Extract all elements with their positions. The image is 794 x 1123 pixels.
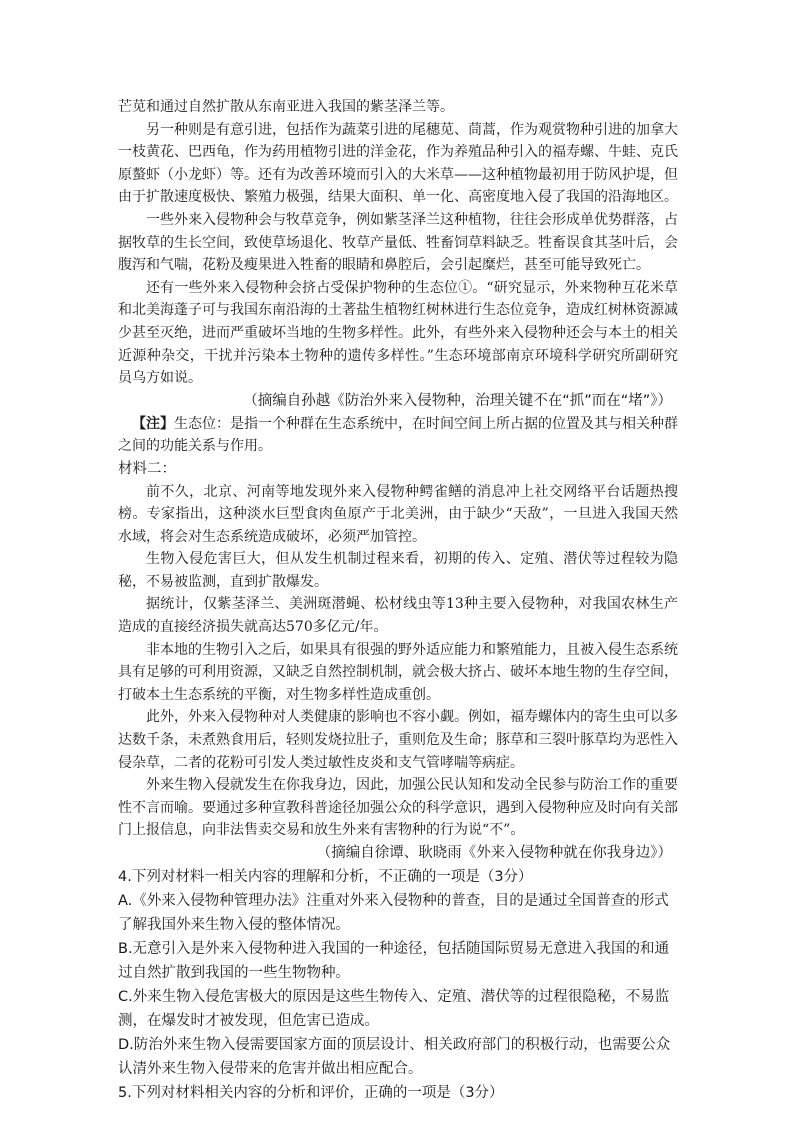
- question-4-option-b: B.无意引入是外来入侵物种进入我国的一种途径，包括随国际贸易无意进入我国的和通过自然扩散到我国的一些生物物种。: [118, 941, 670, 981]
- paragraph-invasion-mechanism: 生物入侵危害巨大，但从发生机制过程来看，初期的传入、定殖、潜伏等过程较为隐秘，不易被监测，直到扩散爆发。: [118, 551, 678, 590]
- question-5-stem: 5.下列对材料相关内容的分析和评价，正确的一项是（3分）: [118, 1085, 504, 1101]
- question-4-stem: 4.下列对材料一相关内容的理解和分析，不正确的一项是（3分）: [118, 869, 533, 885]
- material2-heading: 材料二：: [118, 460, 176, 477]
- footnote: [118, 413, 678, 458]
- question-4-option-a: A.《外来入侵物种管理办法》注重对外来入侵物种的普查，目的是通过全国普查的形式了解我国外来生物入侵的整体情况。: [118, 893, 669, 933]
- footnote-text: 生态位：是指一个种群在生态系统中，在时间空间上所占据的位置及其与相关种群之间的功能关系与作用。: [118, 415, 678, 455]
- page-content: [118, 96, 678, 1105]
- footnote-label: 【注】: [132, 415, 174, 432]
- material2-source: （摘编自徐谭、耿晓雨《外来入侵物种就在你我身边》）: [316, 845, 672, 861]
- paragraph-ecosystem-damage: 非本地的生物引入之后，如果具有很强的野外适应能力和繁殖能力，且被入侵生态系统具有足够的可利用资源，又缺乏自然控制机制，就会极大挤占、破坏本地生物的生存空间，打破本土生态系统的平衡，对生物多样性造成重创。: [118, 641, 678, 703]
- paragraph-economic-loss: 据统计，仅紫茎泽兰、美洲斑潜蝇、松材线虫等13种主要入侵物种，对我国农林生产造成的直接经济损失就高达570多亿元/年。: [118, 596, 678, 636]
- question-4-option-c: C.外来生物入侵危害极大的原因是这些生物传入、定殖、潜伏等的过程很隐秘，不易监测，在爆发时才被发现，但危害已造成。: [118, 989, 670, 1029]
- question-4-option-d: D.防治外来生物入侵需要国家方面的顶层设计、相关政府部门的积极行动，也需要公众认清外来生物入侵带来的危害并做出相应配合。: [118, 1037, 671, 1077]
- paragraph-ecological-niche: 还有一些外来入侵物种会挤占受保护物种的生态位①。“研究显示，外来物种互花米草和北美海蓬子可与我国东南沿海的土著盐生植物红树林进行生态位竞争，造成红树林资源减少甚至灭绝，进而严重破坏当地的生物多样性。此外，有些外来入侵物种还会与本土的相关近源种杂交，干扰并污染本土物种的遗传多样性。”生态环境部南京环境科学研究所副研究员乌方如说。: [118, 279, 678, 387]
- paragraph-intentional-introduction: 另一种则是有意引进，包括作为蔬菜引进的尾穗苋、茼蒿，作为观赏物种引进的加拿大一枝黄花、巴西龟，作为药用植物引进的洋金花，作为养殖品种引入的福寿螺、牛蛙、克氏原螯虾（小龙虾）等。还有为改善环境而引入的大米草——这种植物最初用于防风护堤，但由于扩散速度极快、繁殖力极强，结果大面积、单一化、高密度地入侵了我国的沿海地区。: [118, 121, 678, 206]
- paragraph-pasture-competition: 一些外来入侵物种会与牧草竞争，例如紫茎泽兰这种植物，往往会形成单优势群落，占据牧草的生长空间，致使草场退化、牧草产量低、牲畜饲草料缺乏。牲畜误食其茎叶后，会腹泻和气喘，花粉及瘦果进入牲畜的眼睛和鼻腔后，会引起糜烂，甚至可能导致死亡。: [118, 211, 678, 274]
- paragraph-continuation: 芒苋和通过自然扩散从东南亚进入我国的紫茎泽兰等。: [118, 99, 454, 115]
- paragraph-health-impact: 此外，外来入侵物种对人类健康的影响也不容小觑。例如，福寿螺体内的寄生虫可以多达数千条，未煮熟食用后，轻则发烧拉肚子，重则危及生命；豚草和三裂叶豚草均为恶性入侵杂草，二者的花粉可引发人类过敏性皮炎和支气管哮喘等病症。: [118, 709, 678, 771]
- paragraph-public-participation: 外来生物入侵就发生在你我身边，因此，加强公民认知和发动全民参与防治工作的重要性不言而喻。要通过多种宣教科普途径加强公众的科学意识，遇到入侵物种应及时向有关部门上报信息，向非法售卖交易和放生外来有害物种的行为说“不”。: [118, 777, 678, 839]
- paragraph-alligator-gar: 前不久，北京、河南等地发现外来入侵物种鳄雀鳝的消息冲上社交网络平台话题热搜榜。专家指出，这种淡水巨型食肉鱼原产于北美洲，由于缺少“天敌”，一旦进入我国天然水域，将会对生态系统造成破坏，必须严加管控。: [118, 483, 678, 545]
- material1-source: （摘编自孙越《防治外来入侵物种，治理关键不在“抓”而在“堵”》）: [243, 392, 672, 409]
